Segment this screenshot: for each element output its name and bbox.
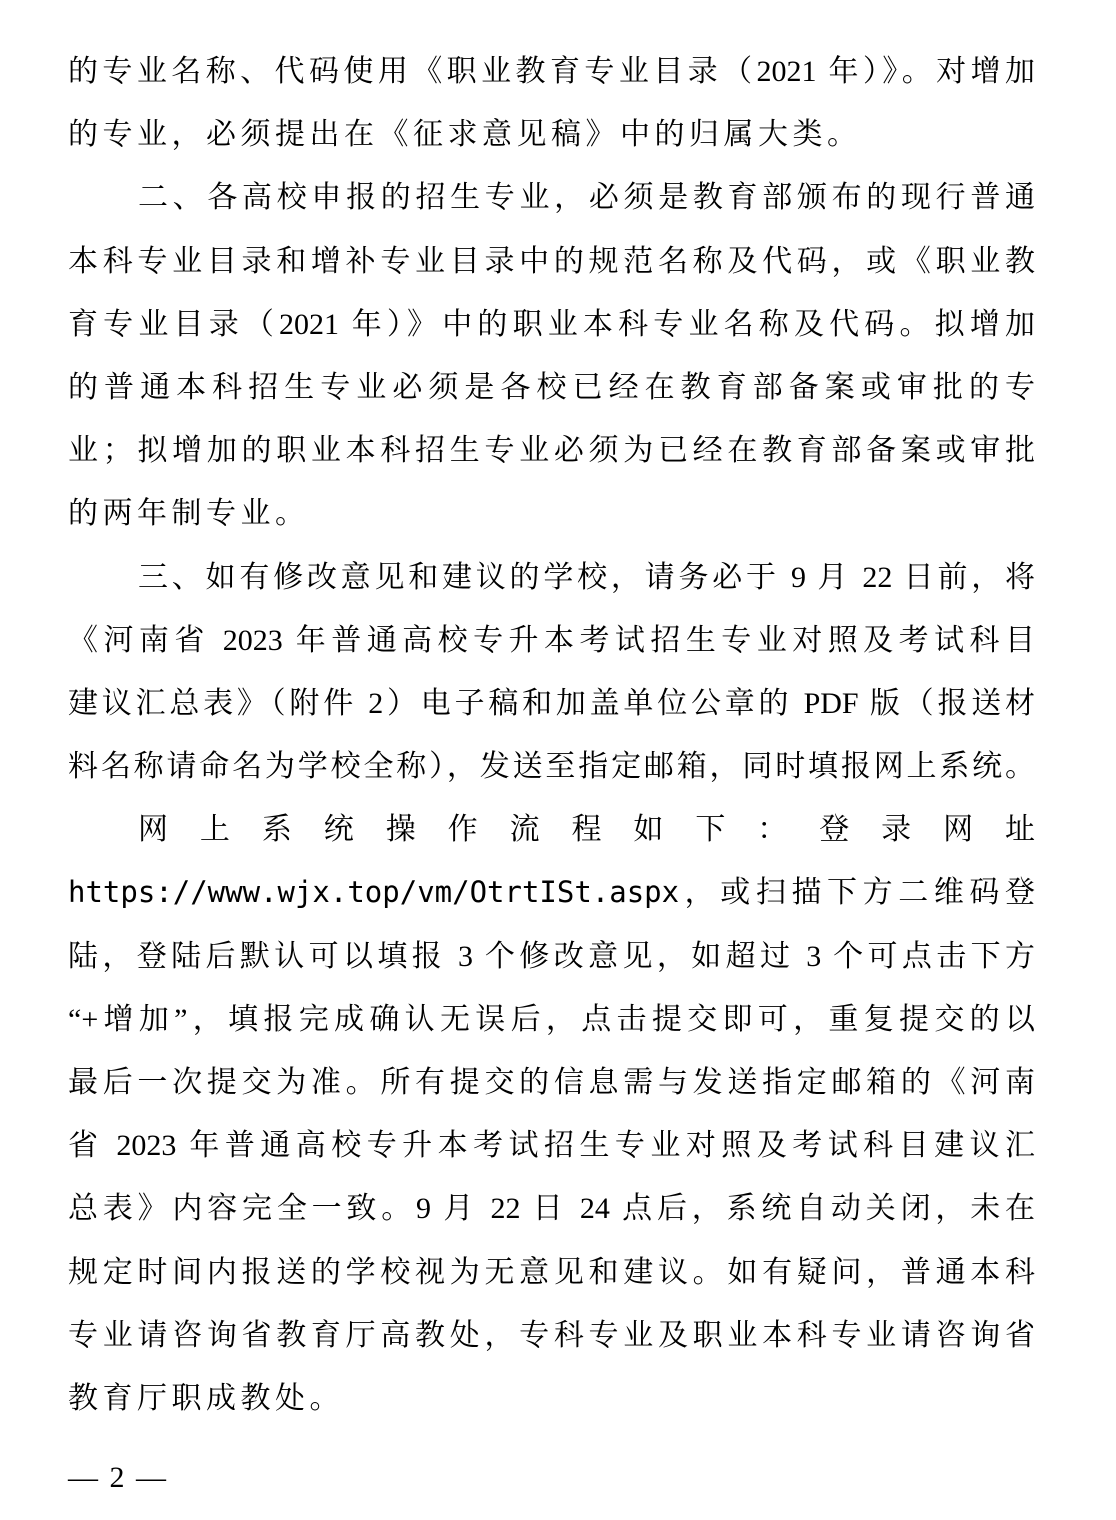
text-line: 建议汇总表》（附件 2）电子稿和加盖单位公章的 PDF 版（报送材 bbox=[68, 686, 1035, 720]
text-line: 专业请咨询省教育厅高教处，专科专业及职业本科专业请咨询省 bbox=[68, 1318, 1035, 1352]
document-body bbox=[68, 40, 1035, 1430]
text-line: 的专业，必须提出在《征求意见稿》中的归属大类。 bbox=[68, 118, 862, 152]
page-number: — 2 — bbox=[68, 1461, 168, 1494]
survey-url: https://www.wjx.top/vm/OtrtISt.aspx bbox=[68, 875, 680, 910]
text-line: 育专业目录（2021 年）》中的职业本科专业名称及代码。拟增加 bbox=[68, 307, 1035, 341]
text-line: 陆，登陆后默认可以填报 3 个修改意见，如超过 3 个可点击下方 bbox=[68, 939, 1035, 973]
text-line: 二、各高校申报的招生专业，必须是教育部颁布的现行普通 bbox=[138, 181, 1035, 215]
paragraph bbox=[68, 546, 1035, 799]
text-line: 最后一次提交为准。所有提交的信息需与发送指定邮箱的《河南 bbox=[68, 1066, 1035, 1099]
text-line: 的两年制专业。 bbox=[68, 497, 310, 531]
text-line: 《河南省 2023 年普通高校专升本考试招生专业对照及考试科目 bbox=[68, 623, 1035, 657]
text-line: 的专业名称、代码使用《职业教育专业目录（2021 年）》。对增加 bbox=[68, 55, 1035, 88]
text-line: 业；拟增加的职业本科招生专业必须为已经在教育部备案或审批 bbox=[68, 434, 1035, 468]
paragraph bbox=[68, 798, 1035, 1430]
text-line: 三、如有修改意见和建议的学校，请务必于 9 月 22 日前，将 bbox=[138, 560, 1035, 594]
text-line: 料名称请命名为学校全称），发送至指定邮箱，同时填报网上系统。 bbox=[68, 750, 1035, 784]
text-line: 网上系统操作流程如下：登录网址 bbox=[138, 813, 1035, 847]
text-line: 规定时间内报送的学校视为无意见和建议。如有疑问，普通本科 bbox=[68, 1255, 1035, 1289]
text-line: 教育厅职成教处。 bbox=[68, 1381, 344, 1415]
text-line: 总表》内容完全一致。9 月 22 日 24 点后，系统自动关闭，未在 bbox=[68, 1192, 1035, 1226]
paragraph bbox=[68, 166, 1035, 545]
text-line bbox=[68, 861, 1035, 924]
text-line-tail: ，或扫描下方二维码登 bbox=[679, 876, 1035, 910]
paragraph bbox=[68, 40, 1035, 166]
text-line: 本科专业目录和增补专业目录中的规范名称及代码，或《职业教 bbox=[68, 244, 1035, 278]
text-line: “+增加”，填报完成确认无误后，点击提交即可，重复提交的以 bbox=[68, 1002, 1035, 1036]
text-line: 的普通本科招生专业必须是各校已经在教育部备案或审批的专 bbox=[68, 370, 1035, 404]
text-line: 省 2023 年普通高校专升本考试招生专业对照及考试科目建议汇 bbox=[68, 1129, 1035, 1163]
